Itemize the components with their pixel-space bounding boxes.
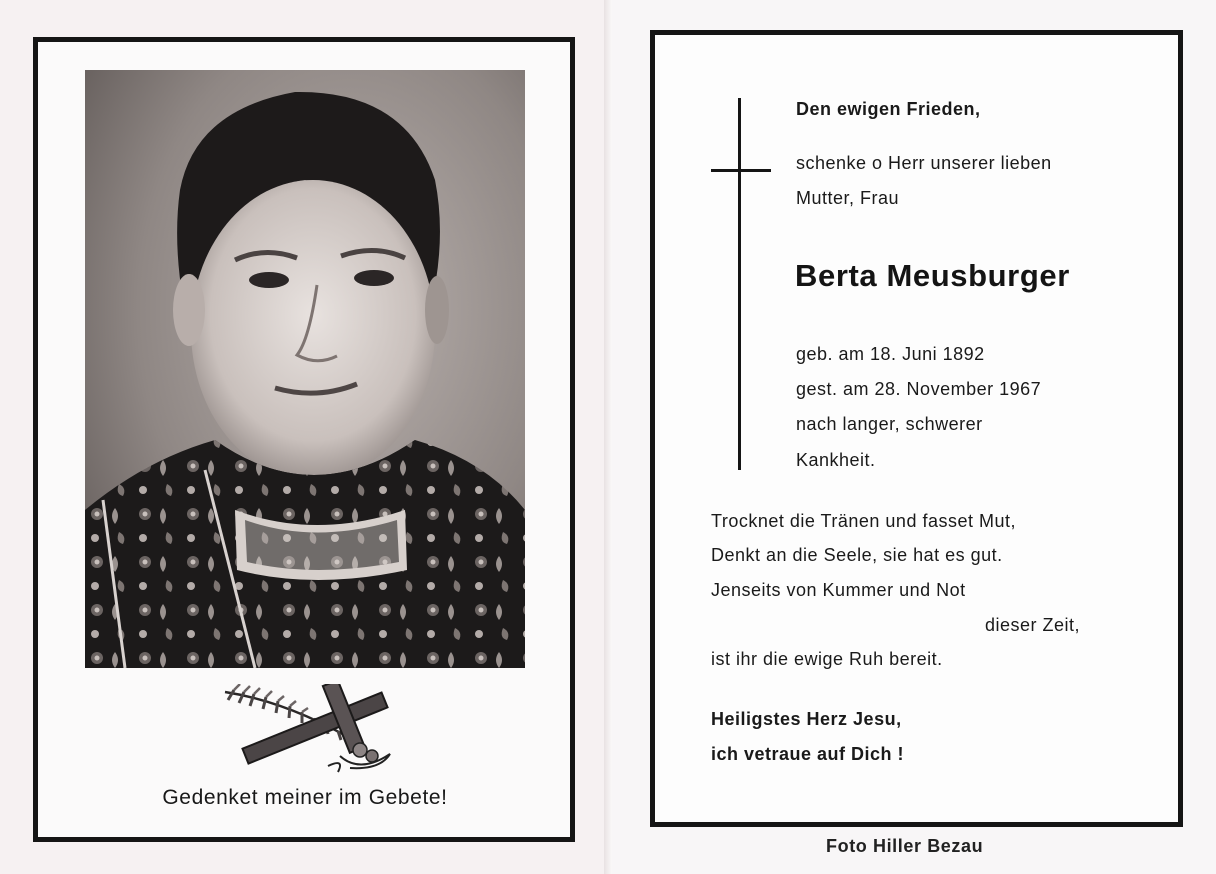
heading-text: Den ewigen Frieden, <box>796 99 981 119</box>
illness-line-2: Kankheit. <box>796 450 876 470</box>
cross-vertical-bar <box>738 98 741 470</box>
remembrance-caption: Gedenket meiner im Gebete! <box>162 786 448 809</box>
intro-line-2: Mutter, Frau <box>796 188 900 208</box>
cross-and-palm-emblem <box>220 684 400 774</box>
death-date: gest. am 28. November 1967 <box>796 379 1042 399</box>
photo-credit: Foto Hiller Bezau <box>826 836 984 856</box>
poem-line: Jenseits von Kummer und Not <box>711 580 966 600</box>
poem-line: dieser Zeit, <box>985 615 1081 635</box>
birth-date: geb. am 18. Juni 1892 <box>796 344 985 364</box>
portrait-photo <box>85 70 525 668</box>
prayer-line-1: Heiligstes Herz Jesu, <box>711 709 902 729</box>
poem-line: Denkt an die Seele, sie hat es gut. <box>711 545 1003 565</box>
poem-line: ist ihr die ewige Ruh bereit. <box>711 649 943 669</box>
deceased-name: Berta Meusburger <box>795 258 1070 293</box>
card-fold <box>604 0 612 874</box>
illness-line-1: nach langer, schwerer <box>796 414 983 434</box>
intro-line-1: schenke o Herr unserer lieben <box>796 153 1052 173</box>
poem-line: Trocknet die Tränen und fasset Mut, <box>711 511 1016 531</box>
cross-horizontal-bar <box>711 169 771 172</box>
prayer-line-2: ich vetraue auf Dich ! <box>711 744 905 764</box>
